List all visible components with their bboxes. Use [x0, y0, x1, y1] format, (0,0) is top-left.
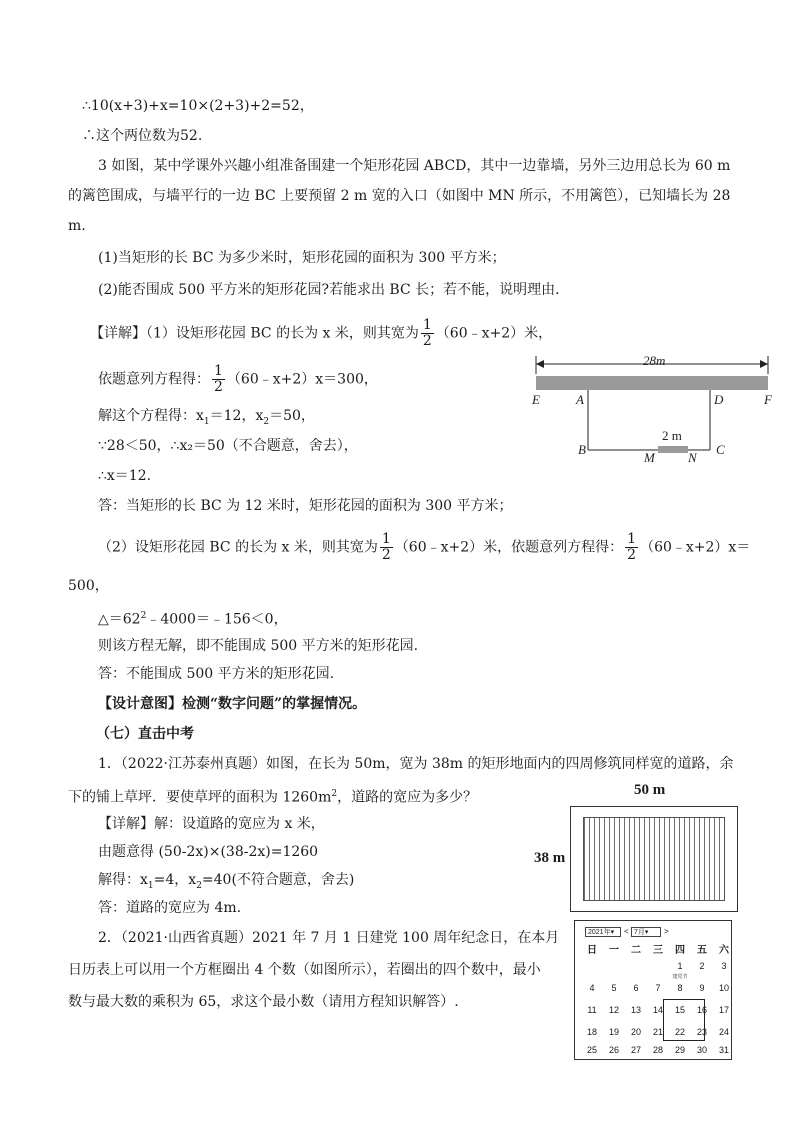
lawn-area	[583, 817, 725, 901]
calendar-day[interactable]: 21	[652, 1027, 663, 1037]
fraction	[421, 318, 434, 349]
fraction-denominator: 2	[422, 333, 432, 349]
gap-label: 2 m	[662, 428, 682, 443]
line-1: ∴10(x+3)+x=10×(2+3)+2=52，	[82, 98, 314, 114]
calendar-day[interactable]: 16	[696, 1005, 707, 1015]
solution-line-9	[98, 606, 288, 630]
calendar-day[interactable]: 15	[674, 1005, 685, 1015]
calendar-day[interactable]: 24	[718, 1027, 729, 1037]
weekday-header: 五	[697, 945, 707, 956]
solution-text: =40(不符合题意，舍去)	[201, 872, 355, 888]
subscript: 1	[147, 880, 154, 891]
design-intent: 【设计意图】检测“数字问题”的掌握情况。	[98, 696, 367, 712]
solution-text: ＝50，	[269, 408, 315, 424]
calendar-day[interactable]: 29	[674, 1045, 685, 1055]
solution-text: ﹣4000＝﹣156＜0，	[146, 611, 288, 628]
point-c-label: C	[716, 442, 725, 457]
fraction-numerator: 1	[381, 531, 391, 547]
superscript: 2	[331, 789, 338, 799]
fraction	[380, 532, 393, 563]
ground-rectangle	[570, 806, 738, 912]
problem-text: 下的铺上草坪．要使草坪的面积为 1260m	[68, 789, 332, 806]
line-2: ∴这个两位数为52.	[82, 128, 203, 144]
solution-line-10: 则该方程无解，即不能围成 500 平方米的矩形花园.	[98, 638, 419, 654]
problem-3-line-2: 的篱笆围成，与墙平行的一边 BC 上要预留 2 m 宽的入口（如图中 MN 所示，不用篱笆），已知墙长为 28	[68, 188, 731, 204]
fraction-numerator: 1	[627, 531, 637, 547]
solution-text: （60﹣x+2）米，	[435, 325, 553, 342]
point-n-label: N	[688, 450, 697, 464]
solution-text: ＝12，x	[209, 408, 264, 424]
calendar-day[interactable]: 22	[674, 1027, 685, 1037]
calendar-day[interactable]: 27	[630, 1045, 641, 1055]
subscript: 2	[196, 880, 202, 891]
garden-figure	[528, 352, 778, 464]
solution-text: =4，x	[153, 872, 197, 888]
problem-3-part-2: (2)能否围成 500 平方米的矩形花园?若能求出 BC 长；若不能，说明理由.	[98, 282, 560, 298]
exam-problem-1-line-2	[68, 784, 477, 808]
superscript: 2	[140, 611, 147, 621]
calendar-grid	[575, 941, 731, 1059]
exam-problem-2-line-2: 日历表上可以用一个方框圈出 4 个数（如图所示），若圈出的四个数中，最小	[68, 962, 541, 978]
problem-3-line-1: 3 如图，某中学课外兴趣小组准备围建一个矩形花园 ABCD，其中一边靠墙，另外三边用总长为 60 m	[98, 158, 731, 174]
calendar-day[interactable]: 26	[608, 1045, 619, 1055]
fraction	[625, 532, 638, 563]
solution-text: 依题意列方程得：	[98, 371, 210, 388]
selection-box	[663, 999, 705, 1041]
calendar-day[interactable]: 5	[611, 983, 617, 993]
month-select[interactable]: 7月▾	[631, 927, 661, 937]
solution-line-1	[90, 318, 552, 349]
point-m-label: M	[644, 450, 655, 464]
calendar-day[interactable]: 20	[630, 1027, 641, 1037]
exam-problem-2-line-1: 2．（2021·山西省真题）2021 年 7 月 1 日建党 100 周年纪念日，在本月	[98, 930, 560, 946]
solution-line-5: ∴x＝12.	[98, 468, 152, 484]
exam-solution-line-4: 答：道路的宽应为 4m.	[98, 900, 242, 916]
next-month-icon[interactable]: >	[664, 927, 669, 936]
calendar-day[interactable]: 25	[586, 1045, 597, 1055]
calendar	[574, 920, 732, 1060]
year-select[interactable]: 2021年▾	[585, 927, 621, 937]
calendar-day[interactable]: 10	[718, 983, 729, 993]
solution-line-3	[98, 406, 315, 432]
solution-text: （60﹣x+2）x＝	[640, 539, 751, 556]
calendar-day[interactable]: 31	[718, 1045, 729, 1055]
subscript: 1	[203, 416, 210, 427]
weekday-header: 三	[653, 945, 663, 956]
calendar-day[interactable]: 12	[608, 1005, 619, 1015]
solution-text: （60﹣x+2）米，依题意列方程得：	[394, 539, 624, 556]
point-e-label: E	[532, 392, 540, 407]
solution-text: （60﹣x+2）x＝300，	[226, 371, 378, 388]
point-f-label: F	[764, 392, 772, 407]
problem-text: ，道路的宽应为多少？	[337, 789, 478, 806]
problem-3-part-1: (1)当矩形的长 BC 为多少米时，矩形花园的面积为 300 平方米；	[98, 250, 506, 266]
calendar-day[interactable]: 30	[696, 1045, 707, 1055]
calendar-day[interactable]: 23	[696, 1027, 707, 1037]
height-label: 38 m	[534, 850, 566, 866]
solution-line-6: 答：当矩形的长 BC 为 12 米时，矩形花园的面积为 300 平方米；	[98, 498, 513, 514]
exam-problem-1-line-1: 1．（2022·江苏泰州真题）如图，在长为 50m，宽为 38m 的矩形地面内的四周修筑同样宽的道路，余	[98, 756, 734, 772]
point-b-label: B	[578, 442, 586, 457]
solution-line-4: ∵28＜50，∴x₂＝50（不合题意，舍去），	[98, 438, 358, 454]
calendar-day[interactable]: 8	[677, 983, 683, 993]
solution-text: 【详解】（1）设矩形花园 BC 的长为 x 米，则其宽为	[90, 325, 419, 342]
fraction-denominator: 2	[381, 547, 391, 563]
month-select-value: 7月	[634, 929, 645, 936]
calendar-day[interactable]: 14	[652, 1005, 663, 1015]
exam-problem-2-line-3: 数与最大数的乘积为 65，求这个最小数（请用方程知识解答）.	[68, 994, 459, 1010]
calendar-day[interactable]: 9	[699, 983, 705, 993]
fraction	[212, 364, 225, 395]
subscript: 2	[263, 416, 270, 427]
fraction-numerator: 1	[422, 317, 432, 333]
prev-month-icon[interactable]: <	[624, 927, 629, 936]
solution-text: 解这个方程得：x	[98, 408, 204, 424]
calendar-day[interactable]: 6	[633, 983, 639, 993]
solution-line-2	[98, 364, 378, 395]
wall-length-label: 28m	[643, 353, 666, 368]
weekday-header: 一	[609, 945, 619, 956]
holiday-label: 建党节	[672, 974, 688, 980]
exam-solution-line-3	[98, 870, 354, 896]
calendar-day[interactable]: 3	[721, 961, 727, 971]
point-d-label: D	[714, 392, 724, 407]
calendar-day[interactable]: 19	[608, 1027, 619, 1037]
calendar-day[interactable]: 28	[652, 1045, 663, 1055]
weekday-header: 二	[631, 945, 641, 956]
calendar-day[interactable]: 17	[718, 1005, 729, 1015]
exam-solution-line-1: 【详解】解：设道路的宽应为 x 米，	[98, 816, 325, 832]
calendar-day[interactable]: 11	[587, 1005, 597, 1015]
weekday-header: 四	[675, 945, 685, 956]
calendar-day[interactable]: 7	[655, 983, 661, 993]
fraction-numerator: 1	[214, 363, 223, 379]
solution-text: △＝62	[98, 611, 141, 628]
solution-line-8: 500，	[68, 578, 109, 594]
width-label: 50 m	[634, 782, 666, 798]
calendar-day[interactable]: 1	[677, 961, 683, 971]
calendar-day[interactable]: 2	[699, 961, 705, 971]
entrance-mn	[658, 446, 688, 453]
calendar-day[interactable]: 13	[630, 1005, 641, 1015]
weekday-header: 日	[587, 945, 597, 956]
arrow-left-icon	[536, 360, 544, 368]
calendar-day[interactable]: 18	[586, 1027, 597, 1037]
solution-line-11: 答：不能围成 500 平方米的矩形花园.	[98, 666, 335, 682]
fraction-denominator: 2	[627, 547, 637, 563]
solution-text: 解得：x	[98, 872, 148, 888]
solution-text: （2）设矩形花园 BC 的长为 x 米，则其宽为	[98, 539, 378, 556]
weekday-header: 六	[719, 945, 729, 956]
wall	[536, 376, 768, 390]
solution-line-7	[98, 532, 750, 563]
section-heading: （七）直击中考	[96, 726, 194, 742]
exam-solution-line-2: 由题意得 (50-2x)×(38-2x)=1260	[98, 844, 319, 860]
year-select-value: 2021年	[588, 929, 611, 936]
arrow-right-icon	[760, 360, 768, 368]
fraction-denominator: 2	[214, 379, 223, 395]
problem-3-line-3: m.	[68, 218, 86, 234]
calendar-day[interactable]: 4	[589, 983, 595, 993]
point-a-label: A	[576, 392, 584, 407]
